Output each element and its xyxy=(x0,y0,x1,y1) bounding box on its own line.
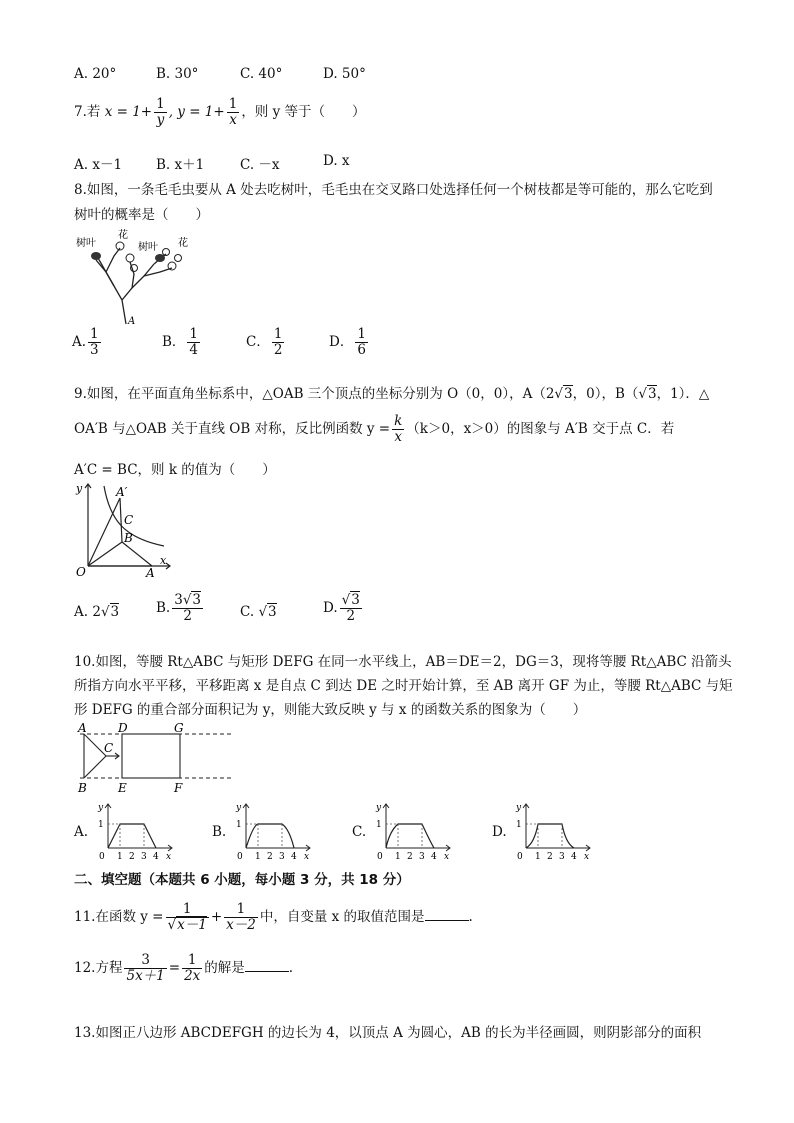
segment-oap xyxy=(88,498,120,566)
q9-option-d xyxy=(323,593,364,624)
hyperbola-curve xyxy=(104,486,164,546)
graph-curve xyxy=(246,824,294,848)
q13-stem: 13.如图正八边形 ABCDEFGH 的边长为 4，以顶点 A 为圆心，AB 的长为半径画圆，则阴影部分的面积 xyxy=(74,1025,702,1041)
q8-stem-line1: 8.如图，一条毛毛虫要从 A 处去吃树叶，毛毛虫在交叉路口处选择任何一个树枝都是等可能的，那么它吃到 xyxy=(74,182,713,198)
label-f: F xyxy=(174,781,183,795)
label-start-a: A xyxy=(128,316,136,326)
graph-tick-label: 1 xyxy=(535,852,541,862)
q9-option-b-letter: B. xyxy=(156,600,171,616)
q6-option-c: C. 40° xyxy=(240,66,283,82)
q7-fraction-2 xyxy=(227,97,240,128)
q9-stem-line1 xyxy=(74,382,709,402)
label-a: A xyxy=(146,566,155,578)
q10-graph-letter: D. xyxy=(492,824,507,840)
q9-option-b-rad: 3 xyxy=(192,592,202,608)
graph-tick-label: 2 xyxy=(547,852,553,862)
label-flower-top: 花 xyxy=(118,230,128,241)
flower-icon xyxy=(175,255,182,262)
graph-tick-label: 0 xyxy=(237,852,243,862)
q10-stem-line3: 形 DEFG 的重合部分面积记为 y，则能大致反映 y 与 x 的函数关系的图象为（ ） xyxy=(74,702,587,718)
q7-frac2-num: 1 xyxy=(228,96,238,112)
q8-d-num: 1 xyxy=(357,326,366,342)
section-2-heading: 二、填空题（本题共 6 小题，每小题 3 分，共 18 分） xyxy=(74,872,410,888)
q7-eq2: , y = 1+ xyxy=(168,104,225,120)
q7-frac1-num: 1 xyxy=(156,96,165,112)
q10-graph-letter: A. xyxy=(74,824,89,840)
q10-graph-plot xyxy=(234,800,314,862)
q8-figure-tree xyxy=(74,228,194,326)
triangle-side-ac xyxy=(84,734,106,756)
q9-k-num: k xyxy=(394,413,403,429)
graph-y-one-label: 1 xyxy=(98,820,104,830)
label-o: O xyxy=(76,565,86,578)
label-c: C xyxy=(124,513,134,527)
q7-frac1-den: y xyxy=(156,112,165,128)
q11-f1-den: x－1 xyxy=(177,917,207,933)
q8-option-c-letter: C． xyxy=(246,334,270,350)
q9-line2-a: OA′B 与△OAB 关于直线 OB 对称，反比例函数 y = xyxy=(74,421,391,437)
q6-option-d: D. 50° xyxy=(323,66,366,82)
q12-tail: 的解是 xyxy=(204,960,245,976)
q12-f1-den: 5x＋1 xyxy=(126,968,165,984)
q11-end: . xyxy=(468,909,473,925)
q9-figure-coordinate xyxy=(74,480,174,578)
q10-stem-line1: 10.如图，等腰 Rt△ABC 与矩形 DEFG 在同一水平线上，AB＝DE＝2，DG＝3，现将等腰 Rt△ABC 沿箭头 xyxy=(74,654,732,670)
graph-tick-label: 2 xyxy=(407,852,413,862)
q9-option-d-rad: 3 xyxy=(351,592,360,608)
q8-option-c xyxy=(246,327,286,358)
q11-f1-num: 1 xyxy=(166,902,209,918)
graph-tick-label: 4 xyxy=(431,852,437,862)
q7-frac2-den: x xyxy=(229,112,237,128)
q12-lead: 12.方程 xyxy=(74,960,123,976)
q10-graph-letter: B. xyxy=(212,824,227,840)
q11-f2-den: x－2 xyxy=(226,917,256,933)
graph-tick-label: 4 xyxy=(291,852,297,862)
graph-y-one-label: 1 xyxy=(236,820,242,830)
label-a: A xyxy=(78,721,87,735)
graph-tick-label: 4 xyxy=(153,852,159,862)
q8-option-d xyxy=(329,327,370,358)
graph-curve xyxy=(526,824,574,848)
sqrt-icon: √ xyxy=(258,604,268,620)
graph-curve xyxy=(108,824,156,848)
label-leaf-left: 树叶 xyxy=(76,238,96,249)
q11-plus: + xyxy=(210,909,223,925)
q12-f1-num: 3 xyxy=(124,953,166,969)
q11-answer-blank[interactable] xyxy=(425,908,469,921)
q9-line1-rad1: 3 xyxy=(564,386,573,402)
q7-fraction-1 xyxy=(154,97,167,128)
graph-tick-label: 2 xyxy=(267,852,273,862)
graph-x-label: x xyxy=(444,852,450,862)
q10-graph-letter: C. xyxy=(352,824,367,840)
q7-tail: ，则 y 等于（ ） xyxy=(241,104,366,120)
q7-option-d: D. x xyxy=(323,153,350,169)
q12-f2-num: 1 xyxy=(182,953,202,969)
q6-option-b: B. 30° xyxy=(156,66,199,82)
q8-stem-line2: 树叶的概率是（ ） xyxy=(74,207,209,223)
q11-tail: 中，自变量 x 的取值范围是 xyxy=(259,909,425,925)
label-b: B xyxy=(78,781,87,795)
sqrt-icon: √ xyxy=(341,592,351,608)
flower-icon xyxy=(126,254,134,262)
q7-eq1: x = 1+ xyxy=(104,104,153,120)
q9-option-b-den: 2 xyxy=(183,608,192,624)
q8-c-den: 2 xyxy=(273,342,283,358)
graph-y-label: y xyxy=(516,803,522,813)
q7-option-b: B. x＋1 xyxy=(156,157,205,173)
graph-y-label: y xyxy=(98,803,104,813)
graph-tick-label: 0 xyxy=(99,852,105,862)
q9-line1-e: ，1）．△ xyxy=(656,386,710,402)
graph-tick-label: 1 xyxy=(255,852,261,862)
q8-option-b xyxy=(162,327,202,358)
q9-option-a xyxy=(74,604,119,620)
q6-option-a: A. 20° xyxy=(74,66,117,82)
q10-figure xyxy=(74,720,236,796)
q8-d-den: 6 xyxy=(357,342,366,358)
graph-tick-label: 3 xyxy=(559,852,565,862)
q12-end: . xyxy=(288,960,294,976)
graph-tick-label: 2 xyxy=(129,852,135,862)
sqrt-icon: √ xyxy=(100,604,110,620)
q9-line1-rad2: 3 xyxy=(648,386,657,402)
flower-icon xyxy=(168,262,176,270)
q11-f2-num: 1 xyxy=(224,902,258,918)
label-flower-right: 花 xyxy=(178,238,188,249)
q9-line1-c: ，0），B（ xyxy=(572,386,639,402)
leaf-icon xyxy=(155,254,165,262)
q9-stem-line2 xyxy=(74,414,674,445)
label-x: x xyxy=(160,554,167,567)
graph-y-label: y xyxy=(376,803,382,813)
q11-lead: 11.在函数 y = xyxy=(74,909,164,925)
label-g: G xyxy=(174,721,184,735)
label-d: D xyxy=(118,721,128,735)
q8-c-num: 1 xyxy=(273,326,283,342)
q9-option-b-coef: 3 xyxy=(174,592,183,608)
graph-curve xyxy=(386,824,434,848)
graph-y-one-label: 1 xyxy=(516,820,522,830)
q9-sqrt-icon: √ xyxy=(554,386,564,402)
q9-option-c xyxy=(240,604,277,620)
q8-a-den: 3 xyxy=(90,342,99,358)
q8-a-num: 1 xyxy=(90,326,99,342)
rectangle-defg xyxy=(122,734,180,778)
q12-f2-den: 2x xyxy=(184,968,201,984)
graph-x-label: x xyxy=(166,852,172,862)
graph-tick-label: 3 xyxy=(279,852,285,862)
q9-x-den: x xyxy=(394,429,403,445)
q9-option-a-rad: 3 xyxy=(110,604,120,620)
graph-tick-label: 3 xyxy=(141,852,147,862)
graph-tick-label: 0 xyxy=(517,852,523,862)
label-e: E xyxy=(118,781,127,795)
q8-option-a-letter: A. xyxy=(72,334,87,350)
graph-x-label: x xyxy=(584,852,590,862)
q8-option-b-letter: B． xyxy=(162,334,186,350)
q9-option-b xyxy=(156,593,205,624)
graph-tick-label: 4 xyxy=(571,852,577,862)
sqrt-icon: √ xyxy=(182,592,192,608)
label-y: y xyxy=(76,482,83,495)
q8-b-num: 1 xyxy=(189,326,199,342)
q10-graph-plot xyxy=(374,800,454,862)
segment-ba xyxy=(122,542,152,566)
q11-stem xyxy=(74,902,473,933)
q12-answer-blank[interactable] xyxy=(245,959,289,972)
label-b: B xyxy=(124,531,133,545)
q9-line2-b: （k＞0，x＞0）的图象与 A′B 交于点 C．若 xyxy=(406,421,675,437)
leaf-icon xyxy=(91,252,101,260)
q9-option-d-letter: D. xyxy=(323,600,338,616)
q7-option-c: C. －x xyxy=(240,157,280,173)
q8-option-a xyxy=(72,327,103,358)
q12-eq: = xyxy=(168,960,181,976)
q7-stem xyxy=(74,97,366,128)
q9-line1-a: 9.如图，在平面直角坐标系中，△OAB 三个顶点的坐标分别为 O（0，0），A（2 xyxy=(74,386,555,402)
graph-tick-label: 0 xyxy=(377,852,383,862)
label-c: C xyxy=(104,741,114,755)
label-leaf-right: 树叶 xyxy=(138,242,158,253)
q9-option-a-letter: A. xyxy=(74,604,89,620)
graph-x-label: x xyxy=(304,852,310,862)
graph-tick-label: 3 xyxy=(419,852,425,862)
q9-option-a-coef: 2 xyxy=(92,604,101,620)
q10-stem-line2: 所指方向水平平移，平移距离 x 是自点 C 到达 DE 之时开始计算，至 AB 离开 GF 为止，等腰 Rt△ABC 与矩 xyxy=(74,678,733,694)
q7-number: 7. xyxy=(74,104,87,120)
q8-option-d-letter: D． xyxy=(329,334,354,350)
segment-apb xyxy=(120,498,122,542)
graph-y-label: y xyxy=(236,803,242,813)
q7-option-a: A. x－1 xyxy=(74,157,123,173)
q10-graph-plot xyxy=(96,800,176,862)
q9-option-c-rad: 3 xyxy=(268,604,277,620)
graph-y-one-label: 1 xyxy=(376,820,382,830)
triangle-side-bc xyxy=(84,756,106,778)
q10-graph-plot xyxy=(514,800,594,862)
graph-tick-label: 1 xyxy=(117,852,123,862)
graph-tick-label: 1 xyxy=(395,852,401,862)
q7-lead: 若 xyxy=(86,104,101,120)
q9-sqrt-icon: √ xyxy=(638,386,647,402)
sqrt-icon: √ xyxy=(167,917,177,933)
q9-option-d-den: 2 xyxy=(346,608,356,624)
label-a-prime: A′ xyxy=(116,485,128,499)
q9-stem-line3: A′C = BC，则 k 的值为（ ） xyxy=(74,462,276,478)
q12-stem xyxy=(74,953,293,984)
q9-option-c-letter: C. xyxy=(240,604,255,620)
q8-b-den: 4 xyxy=(189,342,199,358)
